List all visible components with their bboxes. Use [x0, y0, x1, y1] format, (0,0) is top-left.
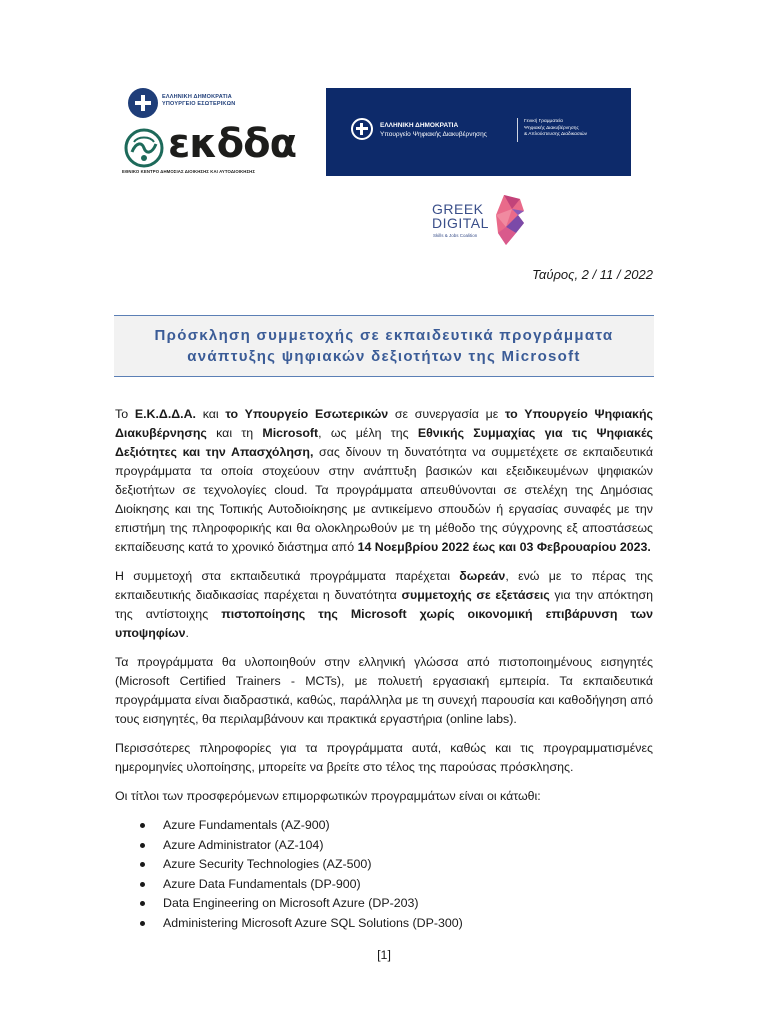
greek-digital-logo [432, 193, 527, 247]
ekdda-republic-text [162, 94, 282, 108]
title-line-2: ανάπτυξης ψηφιακών δεξιοτήτων της Microsoft [187, 348, 581, 365]
course-title: Azure Data Fundamentals (DP-900) [163, 876, 361, 891]
paragraph-intro [115, 405, 653, 557]
ekdda-wordmark: εκδδα [168, 121, 297, 167]
course-title: Azure Security Technologies (AZ-500) [163, 857, 372, 872]
p1-text-3: σε συνεργασία με [388, 407, 505, 421]
p1-text-5: , ως μέλη της [318, 426, 418, 440]
p1-bold-microsoft: Microsoft [262, 426, 319, 440]
ministry-name-text: Υπουργείο Ψηφιακής Διακυβέρνησης [380, 131, 487, 138]
course-list [115, 816, 653, 934]
p1-bold-interior-ministry: το Υπουργείο Εσωτερικών [225, 407, 389, 421]
course-title: Administering Microsoft Azure SQL Solutions (DP-300) [163, 915, 463, 930]
p2-bold-free: δωρεάν [459, 569, 506, 583]
p1-text-6: σας δίνουν τη δυνατότητα να συμμετέχετε σε εκπαιδευτικά προγράμματα τα οποία στοχεύουν στην ανάπτυξη βασικών και εξειδικευμένων ψηφιακών δεξιοτήτων σε τεχνολογίες cloud. Τα προγράμματα απευθύνονται σε στελέχη της Δημόσιας Διοίκησης και της Τοπικής Αυτοδιοίκησης με αντικείμενο σπουδών ή εργασίας συναφές με την επιστήμη της πληροφορικής και θα ολοκληρωθούν με τη μέθοδο της σύγχρονης εξ αποστάσεως εκπαίδευσης κατά το χρονικό διάστημα από [115, 445, 653, 554]
bullet-icon [140, 823, 145, 828]
paragraph-course-titles-intro: Οι τίτλοι των προσφερόμενων επιμορφωτικών προγραμμάτων είναι οι κάτωθι: [115, 789, 541, 803]
list-item [115, 855, 653, 875]
title-box [114, 315, 654, 377]
ministry-secretariat-text [524, 119, 587, 139]
list-item [115, 894, 653, 914]
bullet-icon [140, 882, 145, 887]
bullet-icon [140, 843, 145, 848]
course-title: Azure Fundamentals (AZ-900) [163, 818, 330, 832]
greek-republic-seal-icon [128, 88, 158, 118]
list-item [115, 836, 653, 856]
greek-digital-line2: DIGITAL [432, 215, 489, 231]
polygon-head-icon [494, 193, 528, 247]
p2-text-3: για την απόκτηση της αντίστοιχης [115, 588, 653, 621]
list-item [115, 875, 653, 895]
course-title: Azure Administrator (AZ-104) [163, 837, 324, 852]
p1-text-1: Το [115, 407, 135, 421]
list-item [115, 816, 653, 836]
greek-digital-tagline: Skills & Jobs Coalition [433, 233, 478, 238]
ekdda-republic-line2: ΥΠΟΥΡΓΕΙΟ ΕΣΩΤΕΡΙΚΩΝ [162, 101, 236, 107]
ekdda-republic-line1: ΕΛΛΗΝΙΚΗ ΔΗΜΟΚΡΑΤΙΑ [162, 94, 232, 100]
p2-text-1: Η συμμετοχή στα εκπαιδευτικά προγράμματα παρέχεται [115, 569, 460, 583]
ekdda-logo [122, 86, 297, 178]
list-item [115, 914, 653, 934]
ekdda-subtitle: ΕΘΝΙΚΟ ΚΕΝΤΡΟ ΔΗΜΟΣΙΑΣ ΔΙΟΙΚΗΣΗΣ ΚΑΙ ΑΥΤΟΔΙΟΙΚΗΣΗΣ [122, 169, 256, 174]
document-date: Ταύρος, 2 / 11 / 2022 [532, 267, 653, 282]
p2-bold-exams: συμμετοχής σε εξετάσεις [401, 588, 550, 602]
ministry-divider [517, 118, 518, 142]
p1-bold-coalition: Εθνικής Συμμαχίας για τις Ψηφιακές Δεξιότητες και την Απασχόληση, [115, 426, 653, 459]
p2-text-2: , ενώ με το πέρας της εκπαιδευτικής διαδικασίας παρέχεται η δυνατότητα [115, 569, 653, 602]
paragraph-more-info: Περισσότερες πληροφορίες για τα προγράμματα αυτά, καθώς και τις προγραμματισμένες ημερομηνίες υλοποίησης, μπορείτε να βρείτε στο τέλος της παρούσας πρόσκλησης. [115, 741, 653, 774]
bullet-icon [140, 921, 145, 926]
p1-text-4: και τη [206, 426, 263, 440]
paragraph-trainers: Τα προγράμματα θα υλοποιηθούν στην ελληνική γλώσσα από πιστοποιημένους εισηγητές (Microsoft Certified Trainers - MCTs), με πολυετή εργασιακή εμπειρία. Τα εκπαιδευτικά προγράμματα είναι διαδραστικά, καθώς, παράλληλα με τη συνεχή παρουσία και καθοδήγηση από τους εισηγητές, θα περιλαμβάνουν και πρακτικά εργαστήρια (online labs). [115, 655, 653, 726]
paragraph-free-participation [115, 567, 653, 643]
course-title: Data Engineering on Microsoft Azure (DP-203) [163, 896, 419, 911]
ministry-republic-text: ΕΛΛΗΝΙΚΗ ΔΗΜΟΚΡΑΤΙΑ [380, 122, 459, 129]
p2-bold-certification: πιστοποίησης της Microsoft χωρίς οικονομική επιβάρυνση των υποψηφίων [115, 607, 653, 640]
document-body [115, 405, 653, 934]
bullet-icon [140, 901, 145, 906]
p1-bold-ekdda: Ε.Κ.Δ.Δ.Α. [134, 407, 196, 421]
page-number: [1] [377, 948, 391, 962]
bullet-icon [140, 862, 145, 867]
p1-bold-digital-ministry: το Υπουργείο Ψηφιακής Διακυβέρνησης [115, 407, 653, 440]
ministry-secretariat-line1: Γενική Γραμματεία [524, 119, 563, 124]
ministry-secretariat-line2: Ψηφιακής Διακυβέρνησης [524, 125, 579, 131]
p2-text-4: . [185, 626, 189, 640]
ministry-seal-icon [351, 118, 373, 140]
title-line-1: Πρόσκληση συμμετοχής σε εκπαιδευτικά προγράμματα [154, 327, 614, 344]
ekdda-emblem-icon [124, 128, 164, 168]
ministry-secretariat-line3: & Απλούστευσης Διαδικασιών [524, 132, 588, 137]
greek-digital-line1: GREEK [432, 201, 484, 217]
p1-bold-dates: 14 Νοεμβρίου 2022 έως και 03 Φεβρουαρίου 2023. [357, 540, 651, 554]
p1-text-2: και [196, 407, 226, 421]
ministry-digital-governance-logo [326, 88, 631, 176]
